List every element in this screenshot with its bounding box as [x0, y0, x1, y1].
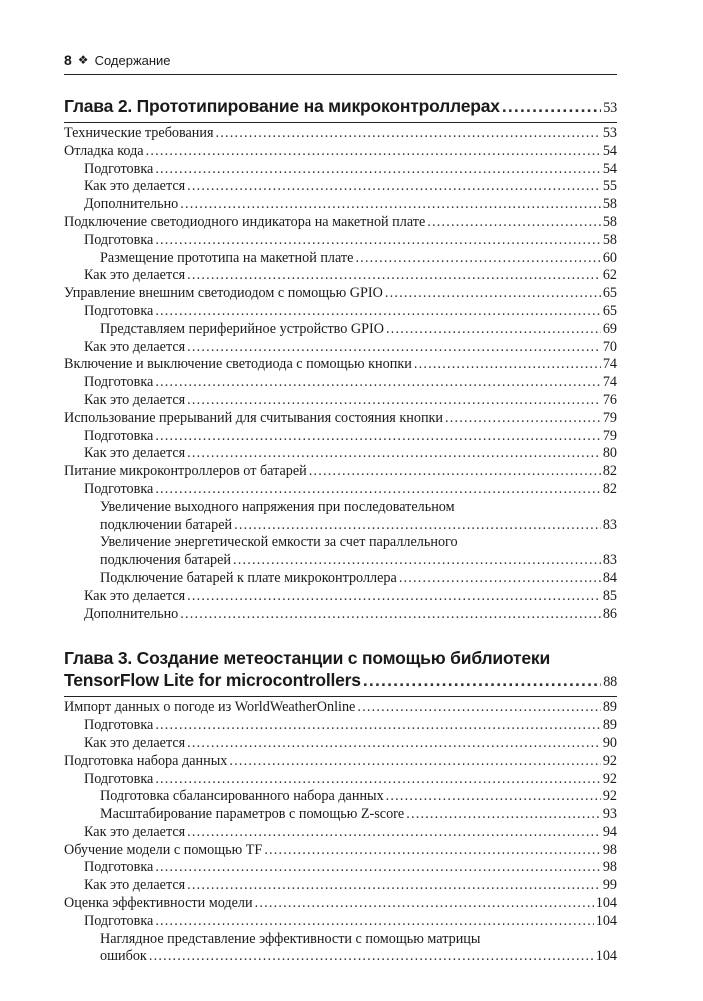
- toc-entry-page: 80: [602, 445, 617, 462]
- toc-entry-text: Подготовка: [84, 717, 154, 734]
- dot-leader: [187, 445, 601, 463]
- toc-entry-page: 65: [602, 302, 617, 319]
- toc-entry[interactable]: [64, 232, 617, 250]
- toc-entry[interactable]: [64, 481, 617, 499]
- toc-entry[interactable]: [64, 125, 617, 143]
- dot-leader: [187, 178, 601, 196]
- toc-entry[interactable]: [64, 321, 617, 339]
- toc-entry-text: Оценка эффективности модели: [64, 895, 253, 912]
- toc-entry[interactable]: [64, 788, 617, 806]
- toc-entry-page: 104: [595, 948, 617, 965]
- toc-entry[interactable]: [64, 913, 617, 931]
- toc-entry[interactable]: [64, 517, 617, 535]
- toc-entry-text: Подготовка: [84, 302, 154, 319]
- toc-entry[interactable]: [64, 339, 617, 357]
- dot-leader: [155, 374, 601, 392]
- dot-leader: [155, 303, 601, 321]
- toc-entry-page: 86: [602, 605, 617, 622]
- toc-entry-text: Управление внешним светодиодом с помощью GPIO: [64, 285, 383, 302]
- toc-entry-page: 89: [602, 699, 617, 716]
- dot-leader: [146, 143, 601, 161]
- toc-entry-page: 92: [602, 770, 617, 787]
- toc-entry-text-line1: Наглядное представление эффективности с помощью матрицы: [100, 930, 481, 947]
- dot-leader: [229, 753, 600, 771]
- toc-entry-text: Как это делается: [84, 823, 186, 840]
- toc-entry-page: 92: [602, 788, 617, 805]
- dot-leader: [233, 552, 601, 570]
- dot-leader: [216, 125, 601, 143]
- toc-entry[interactable]: [64, 178, 617, 196]
- toc-entry-text: Использование прерываний для считывания состояния кнопки: [64, 409, 444, 426]
- chapter-title-line: Глава 3. Создание метеостанции с помощью библиотеки: [64, 648, 551, 669]
- toc-entry-page: 85: [602, 587, 617, 604]
- toc-entry-text: Подготовка: [84, 912, 154, 929]
- toc-entry-page: 55: [602, 178, 617, 195]
- toc-entry[interactable]: [64, 948, 617, 966]
- toc-entry-text: Включение и выключение светодиода с помощью кнопки: [64, 356, 412, 373]
- toc-entry-page: 58: [602, 231, 617, 248]
- dot-leader: [187, 339, 601, 357]
- toc-entry[interactable]: [64, 859, 617, 877]
- toc-entry-text: Импорт данных о погоде из WorldWeatherOnline: [64, 699, 356, 716]
- chapter-page-number: 88: [603, 674, 617, 691]
- dot-leader: [255, 895, 594, 913]
- toc-entry-wrap: [64, 931, 617, 949]
- toc-entry-text: Масштабирование параметров с помощью Z-score: [100, 806, 405, 823]
- toc-entry-text: Подготовка: [84, 859, 154, 876]
- toc-entry-text: Подготовка: [84, 427, 154, 444]
- toc-entry-text: Дополнительно: [84, 605, 179, 622]
- toc-entry-page: 74: [602, 374, 617, 391]
- toc-entry[interactable]: [64, 250, 617, 268]
- toc-entry-text: Как это делается: [84, 391, 186, 408]
- dot-leader: [427, 214, 601, 232]
- toc-entry-text: Как это делается: [84, 338, 186, 355]
- toc-entry[interactable]: [64, 143, 617, 161]
- chapter-section: [64, 95, 617, 623]
- dot-leader: [155, 428, 601, 446]
- toc-entry[interactable]: [64, 735, 617, 753]
- toc-entry-page: 82: [602, 480, 617, 497]
- table-of-contents: [64, 95, 617, 966]
- toc-entry[interactable]: [64, 374, 617, 392]
- toc-entry-text: подключении батарей: [100, 516, 233, 533]
- toc-entry-page: 104: [595, 912, 617, 929]
- toc-entry-page: 79: [602, 427, 617, 444]
- dot-leader: [414, 356, 601, 374]
- toc-entry[interactable]: [64, 303, 617, 321]
- running-header: [64, 50, 617, 75]
- toc-entry-text: Подготовка набора данных: [64, 752, 228, 769]
- dot-leader: [234, 517, 601, 535]
- toc-entry[interactable]: [64, 842, 617, 860]
- dot-leader: [355, 250, 600, 268]
- toc-entry[interactable]: [64, 824, 617, 842]
- toc-entry-text: Подготовка: [84, 374, 154, 391]
- chapter-page-number: 53: [603, 100, 617, 116]
- dot-leader: [149, 948, 594, 966]
- toc-entry-page: 84: [602, 569, 617, 586]
- toc-entry-text: ошибок: [100, 948, 147, 965]
- dot-leader: [357, 699, 600, 717]
- toc-entry-text: Подготовка: [84, 160, 154, 177]
- toc-entry-text: Питание микроконтроллеров от батарей: [64, 463, 307, 480]
- toc-entry[interactable]: [64, 552, 617, 570]
- toc-entry-page: 79: [602, 409, 617, 426]
- toc-entry[interactable]: [64, 895, 617, 913]
- toc-entry[interactable]: [64, 753, 617, 771]
- dot-leader: [187, 877, 601, 895]
- toc-entry[interactable]: [64, 428, 617, 446]
- page-number: 8: [64, 52, 72, 68]
- dot-leader: [187, 824, 601, 842]
- toc-entry-text: Подключение батарей к плате микроконтроллера: [100, 569, 397, 586]
- toc-entry-text: Дополнительно: [84, 196, 179, 213]
- dot-leader: [386, 321, 601, 339]
- toc-entry-page: 62: [602, 267, 617, 284]
- toc-entry[interactable]: [64, 463, 617, 481]
- toc-entry-text-line1: Увеличение энергетической емкости за счет параллельного: [100, 534, 458, 551]
- toc-entry[interactable]: [64, 445, 617, 463]
- chapter-title-line: Глава 2. Прототипирование на микроконтроллерах: [64, 96, 500, 116]
- toc-entry[interactable]: [64, 699, 617, 717]
- toc-entry[interactable]: [64, 717, 617, 735]
- dot-leader: [264, 842, 601, 860]
- toc-entry-text: Как это делается: [84, 267, 186, 284]
- dot-leader: [386, 788, 601, 806]
- toc-entry-text: Подготовка сбалансированного набора данных: [100, 788, 384, 805]
- toc-entry-page: 65: [602, 285, 617, 302]
- toc-entry[interactable]: [64, 196, 617, 214]
- chapter-title-line: TensorFlow Lite for microcontrollers: [64, 670, 361, 691]
- dot-leader: [180, 196, 601, 214]
- chapter-title[interactable]: [64, 647, 617, 693]
- dot-leader: [187, 588, 601, 606]
- toc-entry-page: 104: [595, 895, 617, 912]
- dot-leader: [187, 267, 601, 285]
- toc-entry-text: Подготовка: [84, 231, 154, 248]
- chapter-section: [64, 647, 617, 966]
- dot-leader: [180, 606, 601, 624]
- dot-leader: [155, 161, 601, 179]
- toc-entry-text: Обучение модели с помощью TF: [64, 841, 263, 858]
- chapter-rule: [64, 122, 617, 123]
- toc-entry-page: 60: [602, 249, 617, 266]
- toc-entry-page: 99: [602, 877, 617, 894]
- toc-entry-page: 90: [602, 734, 617, 751]
- dot-leader: [155, 232, 601, 250]
- dot-leader: [385, 285, 601, 303]
- dot-leader: [406, 806, 601, 824]
- toc-entry[interactable]: [64, 771, 617, 789]
- dot-leader: [155, 913, 593, 931]
- toc-entry-text-line1: Увеличение выходного напряжения при последовательном: [100, 498, 455, 515]
- toc-entry[interactable]: [64, 877, 617, 895]
- toc-entry-text: Как это делается: [84, 734, 186, 751]
- dot-leader: [309, 463, 601, 481]
- dot-leader: [155, 717, 601, 735]
- toc-entry-text: Технические требования: [64, 125, 214, 141]
- toc-entry[interactable]: [64, 285, 617, 303]
- toc-entry-text: Отладка кода: [64, 142, 144, 159]
- toc-entry-page: 58: [602, 196, 617, 213]
- toc-entry-page: 83: [602, 516, 617, 533]
- toc-entry-page: 98: [602, 841, 617, 858]
- dot-leader: [155, 481, 601, 499]
- toc-entry-text: Как это делается: [84, 178, 186, 195]
- toc-entry-page: 70: [602, 338, 617, 355]
- toc-entry[interactable]: [64, 606, 617, 624]
- dot-leader: [502, 95, 601, 117]
- book-page: [64, 50, 617, 966]
- toc-entry-text: Подготовка: [84, 480, 154, 497]
- toc-entry-page: 53: [602, 125, 617, 141]
- dot-leader: [399, 570, 601, 588]
- toc-entry[interactable]: [64, 570, 617, 588]
- toc-entry-page: 54: [602, 160, 617, 177]
- toc-entry-page: 58: [602, 213, 617, 230]
- toc-entry[interactable]: [64, 392, 617, 410]
- toc-entry[interactable]: [64, 267, 617, 285]
- dot-leader: [187, 392, 601, 410]
- toc-entry-text: Подключение светодиодного индикатора на макетной плате: [64, 213, 426, 230]
- toc-entry[interactable]: [64, 161, 617, 179]
- toc-entry[interactable]: [64, 806, 617, 824]
- toc-entry-text: Размещение прототипа на макетной плате: [100, 249, 354, 266]
- toc-entry-page: 82: [602, 463, 617, 480]
- dot-leader: [155, 771, 601, 789]
- toc-entry-page: 98: [602, 859, 617, 876]
- chapter-rule: [64, 696, 617, 697]
- toc-entry[interactable]: [64, 356, 617, 374]
- toc-entry-page: 76: [602, 391, 617, 408]
- toc-entry-page: 54: [602, 142, 617, 159]
- toc-entry-page: 92: [602, 752, 617, 769]
- toc-entry-page: 89: [602, 717, 617, 734]
- toc-entry-text: Как это делается: [84, 587, 186, 604]
- dot-leader: [187, 735, 601, 753]
- toc-entry-text: подключения батарей: [100, 552, 232, 569]
- toc-entry-page: 83: [602, 552, 617, 569]
- toc-entry-text: Как это делается: [84, 445, 186, 462]
- toc-entry-page: 94: [602, 823, 617, 840]
- dot-leader: [445, 410, 601, 428]
- toc-entry[interactable]: [64, 214, 617, 232]
- toc-entry-text: Как это делается: [84, 877, 186, 894]
- toc-entry[interactable]: [64, 588, 617, 606]
- toc-entry[interactable]: [64, 410, 617, 428]
- toc-entry-page: 74: [602, 356, 617, 373]
- toc-entry-page: 93: [602, 806, 617, 823]
- toc-entry-text: Представляем периферийное устройство GPIO: [100, 320, 385, 337]
- toc-entry-wrap: [64, 534, 617, 552]
- ornament-icon: ❖: [77, 53, 89, 67]
- dot-leader: [363, 669, 601, 691]
- chapter-title[interactable]: [64, 95, 617, 119]
- running-title: Содержание: [94, 52, 171, 68]
- toc-entry-wrap: [64, 499, 617, 517]
- dot-leader: [155, 859, 601, 877]
- toc-entry-text: Подготовка: [84, 770, 154, 787]
- toc-entry-page: 69: [602, 320, 617, 337]
